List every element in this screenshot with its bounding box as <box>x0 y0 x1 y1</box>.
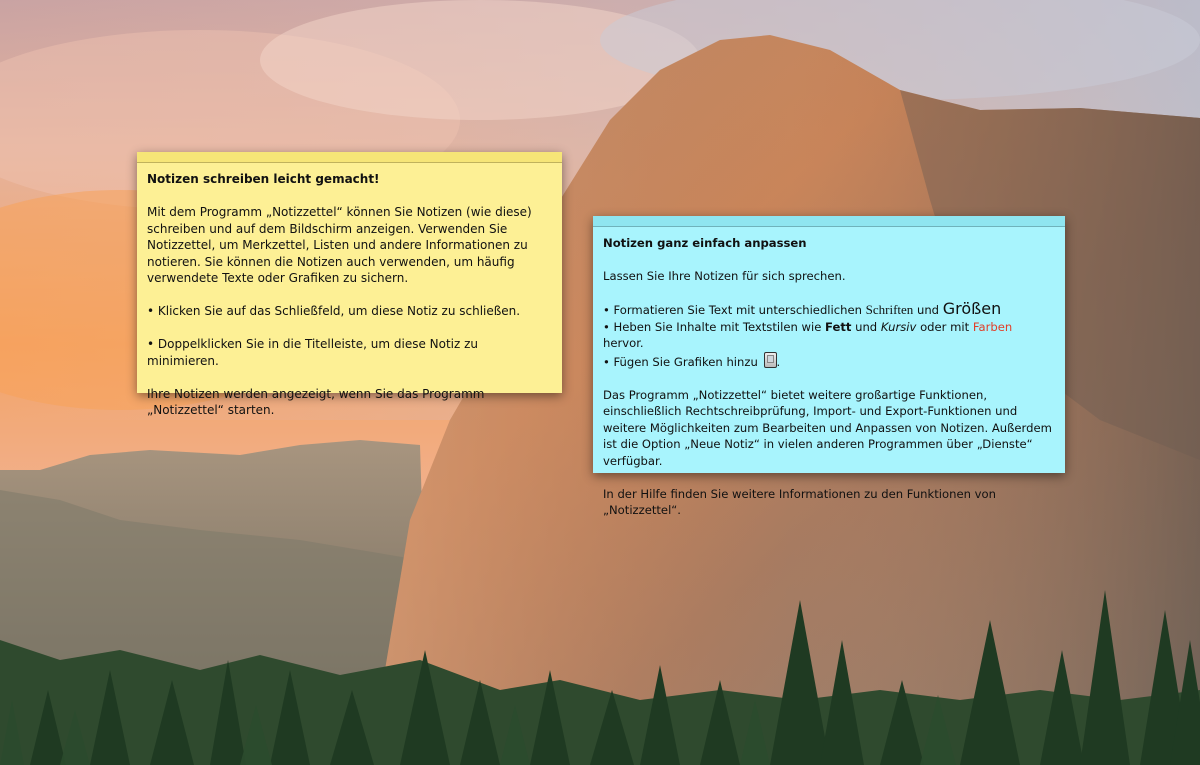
note-paragraph: Das Programm „Notizzettel“ bietet weitere großartige Funktionen, einschließlich Rechtschreibprüfung, Import- und Export-Funktionen und weitere Möglichkeiten zum Bearbeiten und Anpassen von Notizen. Außerdem ist die Option „Neue Notiz“ in vielen anderen Programmen über „Dienste“ verfügbar. <box>603 387 1052 468</box>
note-bullet-fonts <box>603 301 1055 319</box>
note-intro: Lassen Sie Ihre Notizen für sich sprechen. <box>603 269 846 283</box>
note-body[interactable] <box>593 227 1065 529</box>
note-bullet: • Doppelklicken Sie in die Titelleiste, um diese Notiz zu minimieren. <box>147 337 479 368</box>
sticky-note-yellow[interactable] <box>137 152 562 417</box>
bullet-text: • Fügen Sie Grafiken hinzu <box>603 354 762 369</box>
bold-sample: Fett <box>825 319 852 334</box>
note-titlebar[interactable] <box>593 216 1065 227</box>
sticky-note-blue[interactable] <box>593 216 1065 517</box>
note-heading: Notizen ganz einfach anpassen <box>603 236 807 250</box>
bullet-text: und <box>913 303 943 317</box>
note-paragraph: Ihre Notizen werden angezeigt, wenn Sie das Programm „Notizzettel“ starten. <box>147 386 485 417</box>
note-paragraph: Mit dem Programm „Notizzettel“ können Sie Notizen (wie diese) schreiben und auf dem Bildschirm anzeigen. Verwenden Sie Notizzettel, um Merkzettel, Listen und andere Informationen zu notieren. Sie können die Notizen auch verwenden, um häufig verwendete Texte oder Grafiken zu sichern. <box>147 205 532 285</box>
note-heading: Notizen schreiben leicht gemacht! <box>147 172 380 186</box>
colors-sample: Farben <box>972 319 1013 334</box>
italic-sample: Kursiv <box>880 319 917 334</box>
note-bullet-list <box>603 301 1055 370</box>
sizes-sample: Größen <box>942 299 1002 318</box>
note-paragraph: In der Hilfe finden Sie weitere Informationen zu den Funktionen von „Notizzettel“. <box>603 486 996 517</box>
note-bullet-graphics <box>603 352 1055 371</box>
note-bullet-styles <box>603 319 1055 352</box>
bullet-text: hervor. <box>603 336 644 350</box>
bullet-text: oder mit <box>916 319 973 334</box>
fonts-sample: Schriften <box>865 302 914 317</box>
bullet-text: . <box>776 354 781 369</box>
note-body[interactable] <box>137 163 562 429</box>
note-titlebar[interactable] <box>137 152 562 163</box>
bullet-text: • Heben Sie Inhalte mit Textstilen wie <box>603 319 826 334</box>
bullet-text: und <box>851 319 881 334</box>
image-icon <box>764 352 777 368</box>
note-bullet: • Klicken Sie auf das Schließfeld, um diese Notiz zu schließen. <box>147 304 521 318</box>
bullet-text: • Formatieren Sie Text mit unterschiedlichen <box>603 303 866 317</box>
